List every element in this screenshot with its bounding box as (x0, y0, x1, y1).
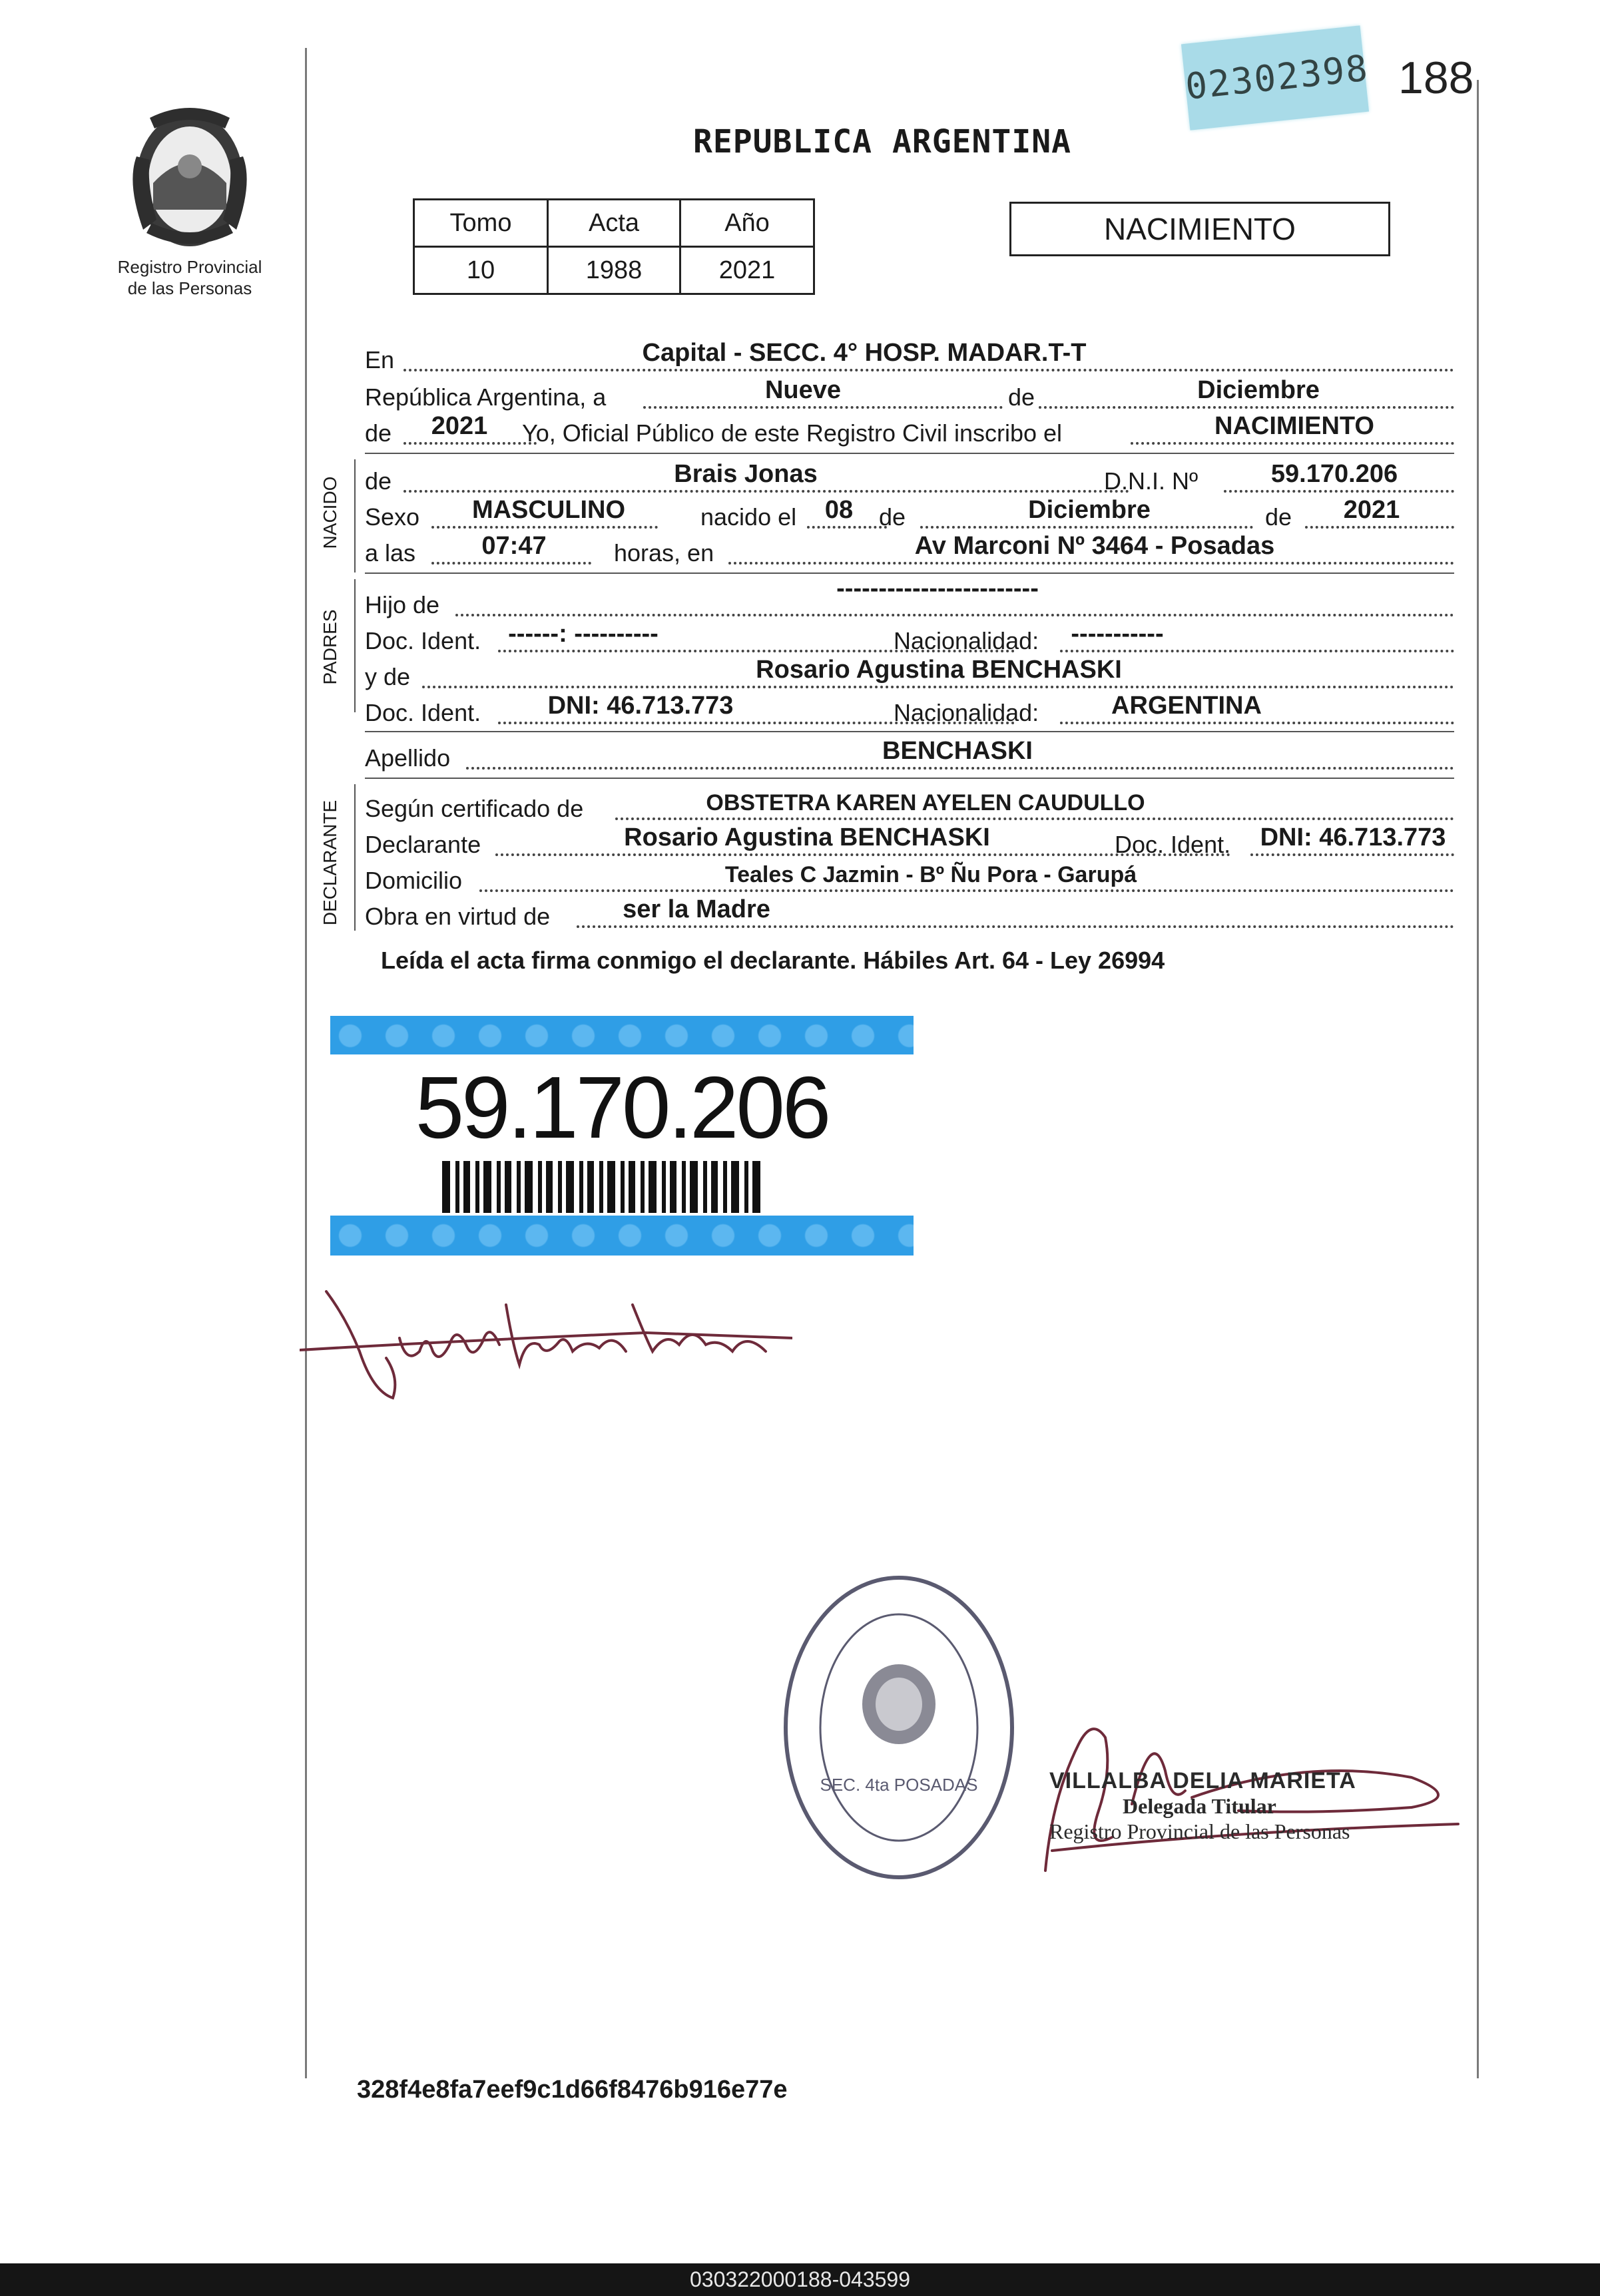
dotted-leader (807, 526, 887, 529)
declarante-section-label: DECLARANTE (320, 800, 340, 926)
line-a-las (365, 533, 1454, 569)
nacionalidad-label: Nacionalidad: (894, 627, 1039, 654)
line-domicilio (365, 860, 1454, 896)
right-margin-line (1477, 80, 1479, 2078)
section-divider (365, 573, 1454, 574)
footer-bar (0, 2263, 1600, 2296)
dotted-leader (403, 442, 537, 445)
birth-place-value: Av Marconi Nº 3464 - Posadas (914, 532, 1275, 560)
horas-en-label: horas, en (614, 539, 714, 567)
card-top-band (330, 1016, 914, 1054)
barcode-icon (442, 1161, 762, 1213)
doc-ident-label-2: Doc. Ident. (365, 699, 481, 726)
dotted-leader (1250, 853, 1454, 856)
registry-caption (80, 256, 300, 299)
inscribo-label: Yo, Oficial Público de este Registro Civil inscribo el (522, 419, 1063, 447)
dotted-leader (1060, 650, 1454, 652)
line-father-doc (365, 620, 1454, 656)
declarante-doc-value: DNI: 46.713.773 (1260, 823, 1446, 851)
father-nationality-value: ----------- (1071, 620, 1164, 648)
obra-value: ser la Madre (623, 895, 770, 923)
apellido-value: BENCHASKI (882, 737, 1033, 765)
dotted-leader (403, 369, 1454, 371)
en-label: En (365, 346, 395, 373)
padres-bracket (354, 579, 356, 712)
tomo-header: Tomo (414, 200, 548, 247)
dotted-leader (455, 614, 1454, 616)
dotted-leader (920, 526, 1253, 529)
anio-value: 2021 (680, 247, 814, 294)
certificado-value: OBSTETRA KAREN AYELEN CAUDULLO (706, 790, 1145, 815)
dotted-leader (422, 686, 1454, 688)
document-hash: 328f4e8fa7eef9c1d66f8476b916e77e (357, 2076, 788, 2104)
father-name-value: ------------------------ (836, 574, 1039, 602)
stamped-number: 02302398 (1183, 47, 1371, 108)
dotted-leader (615, 817, 1454, 820)
footer-code: 030322000188-043599 (690, 2267, 910, 2291)
dotted-leader (1039, 406, 1454, 409)
nacido-bracket (354, 459, 356, 573)
card-bottom-band (330, 1216, 914, 1256)
section-divider (365, 731, 1454, 732)
section-divider (365, 778, 1454, 779)
official-name: VILLALBA DELIA MARIETA (1049, 1768, 1356, 1793)
child-name-value: Brais Jonas (674, 460, 818, 488)
month-value: Diciembre (1197, 376, 1320, 404)
sexo-label: Sexo (365, 503, 420, 531)
y-de-label: y de (365, 663, 411, 690)
document-type-box: NACIMIENTO (1009, 202, 1390, 256)
dotted-leader (577, 925, 1454, 928)
republica-label: República Argentina, a (365, 383, 607, 411)
dotted-leader (466, 767, 1454, 770)
declarante-label: Declarante (365, 831, 481, 858)
register-table-row (414, 247, 814, 294)
de-label: de (1008, 383, 1035, 411)
domicilio-label: Domicilio (365, 867, 463, 894)
de-label-4: de (1265, 503, 1292, 531)
line-obra (365, 896, 1454, 932)
register-table (413, 198, 815, 295)
register-table-header (414, 200, 814, 247)
declarante-bracket (354, 784, 356, 931)
apellido-label: Apellido (365, 744, 451, 772)
acta-header: Acta (548, 200, 680, 247)
obra-label: Obra en virtud de (365, 903, 551, 930)
certificado-label: Según certificado de (365, 795, 584, 822)
de-label-3: de (879, 503, 906, 531)
anio-header: Año (680, 200, 814, 247)
dotted-leader (728, 562, 1454, 565)
line-y-de (365, 656, 1454, 692)
domicilio-value: Teales C Jazmin - Bº Ñu Pora - Garupá (724, 862, 1137, 887)
line-certificado (365, 788, 1454, 824)
folio-number: 188 (1398, 53, 1474, 103)
registry-caption-line1: Registro Provincial (117, 257, 262, 277)
hijo-de-label: Hijo de (365, 591, 440, 618)
a-las-label: a las (365, 539, 416, 567)
padres-section-label: PADRES (320, 609, 340, 685)
dotted-leader (431, 562, 591, 565)
day-words-value: Nueve (764, 376, 842, 404)
declarant-signature (300, 1278, 792, 1411)
svg-text:SEC. 4ta POSADAS: SEC. 4ta POSADAS (820, 1775, 978, 1795)
declarante-value: Rosario Agustina BENCHASKI (624, 823, 990, 851)
dotted-leader (1060, 722, 1454, 724)
de-label-2: de (365, 419, 392, 447)
place-value: Capital - SECC. 4° HOSP. MADAR.T-T (642, 339, 1087, 367)
dni-number-card (330, 1016, 914, 1256)
line-declarante (365, 824, 1454, 860)
dotted-leader (1131, 442, 1454, 445)
line-sexo (365, 497, 1454, 533)
dotted-leader (1305, 526, 1454, 529)
father-doc-value: ------: ---------- (508, 620, 659, 648)
birth-month-value: Diciembre (1028, 496, 1151, 524)
mother-nationality-value: ARGENTINA (1111, 692, 1262, 720)
inscribed-type-value: NACIMIENTO (1214, 412, 1374, 440)
dotted-leader (479, 889, 1454, 892)
year-value: 2021 (431, 412, 488, 440)
line-apellido (365, 738, 1454, 774)
official-office: Registro Provincial de las Personas (1049, 1819, 1350, 1843)
child-dni-value: 59.170.206 (1270, 460, 1398, 488)
closing-note: Leída el acta firma conmigo el declarante. Hábiles Art. 64 - Ley 26994 (381, 947, 1165, 974)
doc-ident-label-3: Doc. Ident. (1115, 831, 1231, 858)
mother-name-value: Rosario Agustina BENCHASKI (756, 656, 1122, 684)
stamped-number-label (1181, 25, 1369, 130)
acta-value: 1988 (548, 247, 680, 294)
nacido-section-label: NACIDO (320, 476, 340, 549)
line-year (365, 413, 1454, 449)
line-nacido-name (365, 461, 1454, 497)
registry-caption-line2: de las Personas (127, 278, 252, 298)
section-divider (365, 453, 1454, 454)
official-block (1049, 1768, 1356, 1844)
birth-time-value: 07:47 (481, 532, 547, 560)
nacionalidad-label-2: Nacionalidad: (894, 699, 1039, 726)
official-role: Delegada Titular (1123, 1794, 1276, 1818)
dotted-leader (403, 490, 1129, 493)
nacido-el-label: nacido el (700, 503, 797, 531)
dotted-leader (1224, 490, 1454, 493)
official-seal (779, 1571, 1019, 1884)
left-margin-line (305, 48, 307, 2078)
mother-doc-value: DNI: 46.713.773 (547, 692, 734, 720)
line-republica (365, 377, 1454, 413)
line-hijo-de (365, 574, 1454, 620)
tomo-value: 10 (414, 247, 548, 294)
misiones-crest-icon (120, 103, 260, 256)
line-en (365, 340, 1454, 375)
dotted-leader (431, 526, 658, 529)
line-mother-doc (365, 692, 1454, 728)
page-title: REPUBLICA ARGENTINA (692, 123, 1072, 160)
dni-label: D.N.I. Nº (1104, 467, 1199, 495)
dotted-leader (643, 406, 1003, 409)
sexo-value: MASCULINO (471, 496, 626, 524)
birth-day-value: 08 (824, 496, 854, 524)
nacido-de-label: de (365, 467, 392, 495)
birth-year-value: 2021 (1343, 496, 1400, 524)
dni-card-number: 59.170.206 (415, 1058, 829, 1156)
doc-ident-label: Doc. Ident. (365, 627, 481, 654)
